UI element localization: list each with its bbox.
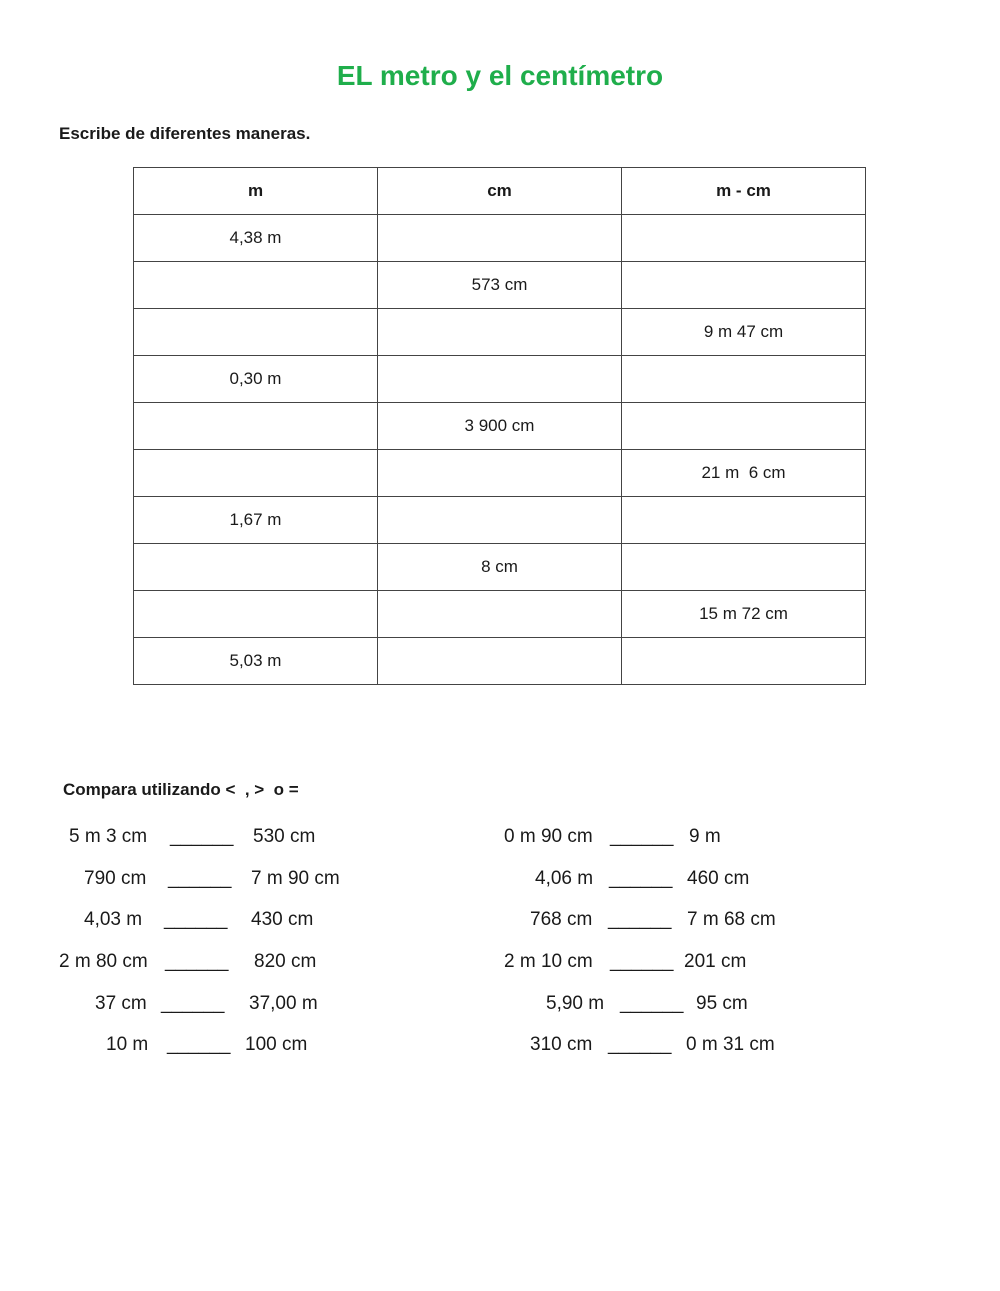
cell-m-cm: 9 m 47 cm <box>622 309 866 356</box>
compare-row <box>50 947 410 977</box>
cell-m-cm[interactable] <box>622 497 866 544</box>
table-row <box>134 591 866 638</box>
header-cm: cm <box>378 168 622 215</box>
compare-left-value: 2 m 10 cm <box>504 951 593 972</box>
table-row <box>134 450 866 497</box>
compare-right-value: 430 cm <box>251 909 314 930</box>
compare-row <box>490 1030 850 1060</box>
cell-m-cm[interactable] <box>622 262 866 309</box>
cell-m[interactable] <box>134 591 378 638</box>
cell-m-cm[interactable] <box>622 215 866 262</box>
compare-column-right <box>490 822 850 1072</box>
compare-right-value: 37,00 m <box>249 993 318 1014</box>
cell-cm[interactable] <box>378 591 622 638</box>
cell-m-cm[interactable] <box>622 544 866 591</box>
cell-m-cm[interactable] <box>622 356 866 403</box>
compare-left-value: 4,06 m <box>535 868 594 889</box>
table-row <box>134 638 866 685</box>
compare-right-value: 7 m 68 cm <box>687 909 776 930</box>
compare-row <box>490 947 850 977</box>
compare-right-value: 820 cm <box>254 951 317 972</box>
compare-row <box>50 822 410 852</box>
compare-blank[interactable]: ______ <box>167 1034 231 1055</box>
cell-m-cm[interactable] <box>622 638 866 685</box>
compare-right-value: 9 m <box>689 826 721 847</box>
compare-left-value: 10 m <box>106 1034 149 1055</box>
compare-right-value: 100 cm <box>245 1034 308 1055</box>
compare-row <box>50 864 410 894</box>
compare-right-value: 201 cm <box>684 951 747 972</box>
compare-left-value: 310 cm <box>530 1034 593 1055</box>
table-row <box>134 544 866 591</box>
compare-right-value: 460 cm <box>687 868 750 889</box>
compare-left-value: 768 cm <box>530 909 593 930</box>
cell-cm[interactable] <box>378 450 622 497</box>
compare-right-value: 7 m 90 cm <box>251 868 340 889</box>
cell-m[interactable] <box>134 262 378 309</box>
cell-cm[interactable] <box>378 309 622 356</box>
compare-blank[interactable]: ______ <box>161 993 225 1014</box>
compare-row <box>50 905 410 935</box>
compare-blank[interactable]: ______ <box>609 868 673 889</box>
cell-m-cm: 21 m 6 cm <box>622 450 866 497</box>
cell-m: 0,30 m <box>134 356 378 403</box>
compare-row <box>490 989 850 1019</box>
compare-right-value: 530 cm <box>253 826 316 847</box>
table-row <box>134 215 866 262</box>
cell-m: 4,38 m <box>134 215 378 262</box>
compare-right-value: 0 m 31 cm <box>686 1034 775 1055</box>
instruction-convert: Escribe de diferentes maneras. <box>59 124 311 143</box>
cell-m[interactable] <box>134 403 378 450</box>
cell-m[interactable] <box>134 309 378 356</box>
compare-row <box>490 905 850 935</box>
compare-left-value: 4,03 m <box>84 909 143 930</box>
compare-blank[interactable]: ______ <box>164 909 228 930</box>
cell-m-cm[interactable] <box>622 403 866 450</box>
compare-left-value: 790 cm <box>84 868 147 889</box>
header-m-cm: m - cm <box>622 168 866 215</box>
compare-blank[interactable]: ______ <box>608 1034 672 1055</box>
table-row <box>134 356 866 403</box>
compare-blank[interactable]: ______ <box>165 951 229 972</box>
compare-left-value: 2 m 80 cm <box>59 951 148 972</box>
compare-blank[interactable]: ______ <box>170 826 234 847</box>
table-header-row <box>134 168 866 215</box>
compare-blank[interactable]: ______ <box>610 826 674 847</box>
page-title: EL metro y el centímetro <box>336 60 664 91</box>
table-row <box>134 403 866 450</box>
cell-cm[interactable] <box>378 215 622 262</box>
cell-m[interactable] <box>134 544 378 591</box>
cell-cm[interactable] <box>378 638 622 685</box>
cell-m: 1,67 m <box>134 497 378 544</box>
cell-cm[interactable] <box>378 356 622 403</box>
compare-column-left <box>50 822 410 1072</box>
cell-cm: 573 cm <box>378 262 622 309</box>
table-row <box>134 309 866 356</box>
compare-left-value: 5,90 m <box>546 993 605 1014</box>
compare-row <box>490 822 850 852</box>
cell-cm: 8 cm <box>378 544 622 591</box>
cell-cm[interactable] <box>378 497 622 544</box>
compare-blank[interactable]: ______ <box>610 951 674 972</box>
table-row <box>134 497 866 544</box>
compare-left-value: 0 m 90 cm <box>504 826 593 847</box>
cell-m-cm: 15 m 72 cm <box>622 591 866 638</box>
compare-blank[interactable]: ______ <box>608 909 672 930</box>
compare-row <box>50 989 410 1019</box>
conversion-table <box>133 167 866 685</box>
compare-blank[interactable]: ______ <box>168 868 232 889</box>
compare-left-value: 37 cm <box>95 993 147 1014</box>
compare-left-value: 5 m 3 cm <box>69 826 148 847</box>
cell-cm: 3 900 cm <box>378 403 622 450</box>
instruction-compare: Compara utilizando < , > o = <box>63 780 299 799</box>
compare-blank[interactable]: ______ <box>620 993 684 1014</box>
compare-row <box>490 864 850 894</box>
table-row <box>134 262 866 309</box>
compare-right-value: 95 cm <box>696 993 748 1014</box>
cell-m: 5,03 m <box>134 638 378 685</box>
compare-row <box>50 1030 410 1060</box>
cell-m[interactable] <box>134 450 378 497</box>
header-m: m <box>134 168 378 215</box>
